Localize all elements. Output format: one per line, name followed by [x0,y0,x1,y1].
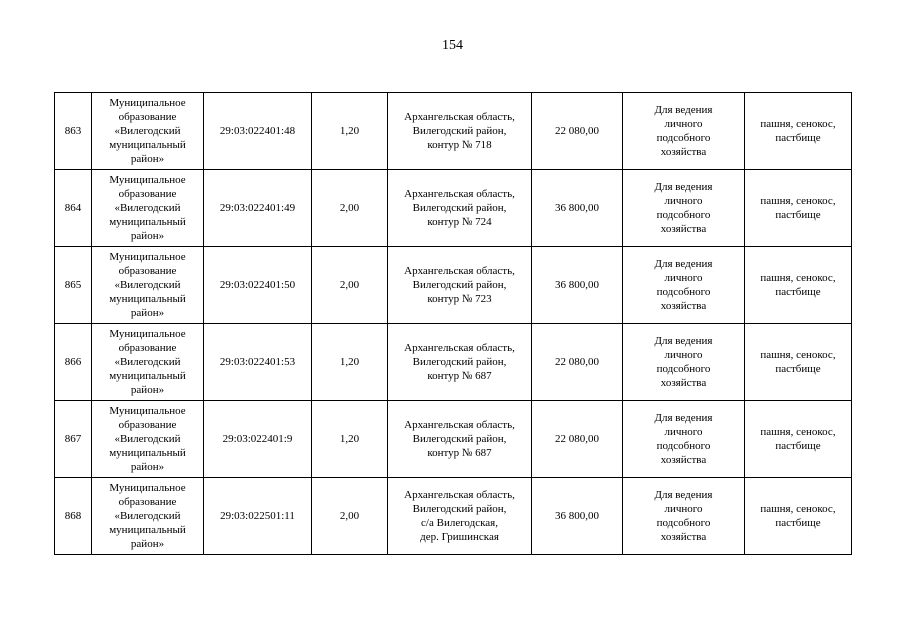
purpose-cell [623,324,745,401]
land-type-line: пашня, сенокос, [760,503,836,515]
purpose-line: Для ведения [654,335,713,347]
value-cell: 22 080,00 [532,93,623,170]
owner-line: муниципальный [109,216,186,228]
owner-line: образование [118,265,177,277]
owner-line: «Вилегодский [114,510,181,522]
cadastral-number-cell: 29:03:022401:49 [204,170,312,247]
row-number-cell: 867 [55,401,92,478]
location-line: дер. Гришинская [420,531,499,543]
land-type-cell [745,170,852,247]
owner-line: муниципальный [109,139,186,151]
owner-line: район» [130,384,165,396]
owner-line: образование [118,419,177,431]
land-type-line: пастбище [775,440,821,452]
owner-line: Муниципальное [109,405,186,417]
purpose-line: подсобного [656,209,711,221]
table-row [55,93,852,170]
location-line: контур № 687 [427,447,492,459]
location-cell [388,93,532,170]
location-line: Архангельская область, [404,265,515,277]
location-cell [388,247,532,324]
area-cell: 2,00 [312,247,388,324]
owner-line: образование [118,111,177,123]
cadastral-number-cell: 29:03:022401:50 [204,247,312,324]
row-number-cell: 866 [55,324,92,401]
owner-line: район» [130,307,165,319]
value-cell: 22 080,00 [532,324,623,401]
land-type-line: пастбище [775,517,821,529]
land-type-cell [745,401,852,478]
purpose-line: Для ведения [654,489,713,501]
location-cell [388,324,532,401]
cadastral-number-cell: 29:03:022501:11 [204,478,312,555]
area-cell: 1,20 [312,324,388,401]
owner-cell [92,93,204,170]
purpose-line: личного [664,503,703,515]
registry-body [55,93,852,555]
area-cell: 2,00 [312,478,388,555]
owner-cell [92,324,204,401]
owner-line: район» [130,230,165,242]
owner-line: Муниципальное [109,328,186,340]
purpose-line: подсобного [656,440,711,452]
land-type-line: пастбище [775,209,821,221]
value-cell: 36 800,00 [532,247,623,324]
owner-line: муниципальный [109,370,186,382]
table-row [55,324,852,401]
owner-line: образование [118,496,177,508]
owner-line: район» [130,461,165,473]
land-type-line: пашня, сенокос, [760,118,836,130]
location-line: Вилегодский район, [412,433,507,445]
owner-line: Муниципальное [109,251,186,263]
land-type-line: пашня, сенокос, [760,426,836,438]
purpose-line: Для ведения [654,181,713,193]
location-line: с/а Вилегодская, [421,517,498,529]
purpose-line: хозяйства [660,377,707,389]
purpose-line: хозяйства [660,531,707,543]
location-line: Архангельская область, [404,419,515,431]
owner-cell [92,478,204,555]
purpose-line: Для ведения [654,412,713,424]
page-number: 154 [442,38,463,53]
owner-line: образование [118,342,177,354]
location-line: Вилегодский район, [412,279,507,291]
area-cell: 1,20 [312,401,388,478]
land-type-line: пастбище [775,132,821,144]
purpose-line: Для ведения [654,258,713,270]
owner-line: «Вилегодский [114,202,181,214]
purpose-line: подсобного [656,363,711,375]
land-type-line: пастбище [775,286,821,298]
owner-line: «Вилегодский [114,433,181,445]
purpose-line: Для ведения [654,104,713,116]
location-line: Архангельская область, [404,342,515,354]
purpose-line: хозяйства [660,223,707,235]
value-cell: 36 800,00 [532,478,623,555]
location-cell [388,478,532,555]
purpose-cell [623,478,745,555]
purpose-line: личного [664,426,703,438]
location-cell [388,170,532,247]
owner-line: муниципальный [109,447,186,459]
location-line: Вилегодский район, [412,503,507,515]
purpose-line: личного [664,272,703,284]
purpose-cell [623,401,745,478]
land-type-line: пастбище [775,363,821,375]
cadastral-number-cell: 29:03:022401:48 [204,93,312,170]
cadastral-number-cell: 29:03:022401:9 [204,401,312,478]
purpose-line: хозяйства [660,300,707,312]
location-line: Архангельская область, [404,188,515,200]
owner-cell [92,247,204,324]
purpose-line: личного [664,195,703,207]
location-line: контур № 718 [427,139,492,151]
land-type-cell [745,478,852,555]
table-row [55,170,852,247]
row-number-cell: 868 [55,478,92,555]
value-cell: 22 080,00 [532,401,623,478]
location-line: Архангельская область, [404,111,515,123]
table-row [55,401,852,478]
land-registry-table [54,92,852,555]
row-number-cell: 864 [55,170,92,247]
land-type-line: пашня, сенокос, [760,349,836,361]
owner-line: образование [118,188,177,200]
area-cell: 2,00 [312,170,388,247]
owner-line: Муниципальное [109,97,186,109]
land-type-line: пашня, сенокос, [760,195,836,207]
owner-line: Муниципальное [109,482,186,494]
purpose-line: подсобного [656,132,711,144]
purpose-line: подсобного [656,517,711,529]
purpose-cell [623,247,745,324]
purpose-line: хозяйства [660,454,707,466]
row-number-cell: 863 [55,93,92,170]
purpose-cell [623,170,745,247]
area-cell: 1,20 [312,93,388,170]
owner-line: Муниципальное [109,174,186,186]
value-cell: 36 800,00 [532,170,623,247]
land-type-cell [745,93,852,170]
table-row [55,247,852,324]
owner-line: «Вилегодский [114,356,181,368]
owner-cell [92,401,204,478]
row-number-cell: 865 [55,247,92,324]
location-cell [388,401,532,478]
location-line: контур № 687 [427,370,492,382]
location-line: контур № 723 [427,293,492,305]
location-line: Вилегодский район, [412,125,507,137]
owner-line: муниципальный [109,524,186,536]
owner-line: муниципальный [109,293,186,305]
owner-cell [92,170,204,247]
purpose-cell [623,93,745,170]
land-type-cell [745,247,852,324]
location-line: Вилегодский район, [412,202,507,214]
table-row [55,478,852,555]
cadastral-number-cell: 29:03:022401:53 [204,324,312,401]
location-line: Архангельская область, [404,489,515,501]
land-type-cell [745,324,852,401]
land-type-line: пашня, сенокос, [760,272,836,284]
purpose-line: хозяйства [660,146,707,158]
location-line: контур № 724 [427,216,492,228]
owner-line: «Вилегодский [114,279,181,291]
purpose-line: подсобного [656,286,711,298]
location-line: Вилегодский район, [412,356,507,368]
owner-line: «Вилегодский [114,125,181,137]
owner-line: район» [130,153,165,165]
purpose-line: личного [664,118,703,130]
owner-line: район» [130,538,165,550]
purpose-line: личного [664,349,703,361]
